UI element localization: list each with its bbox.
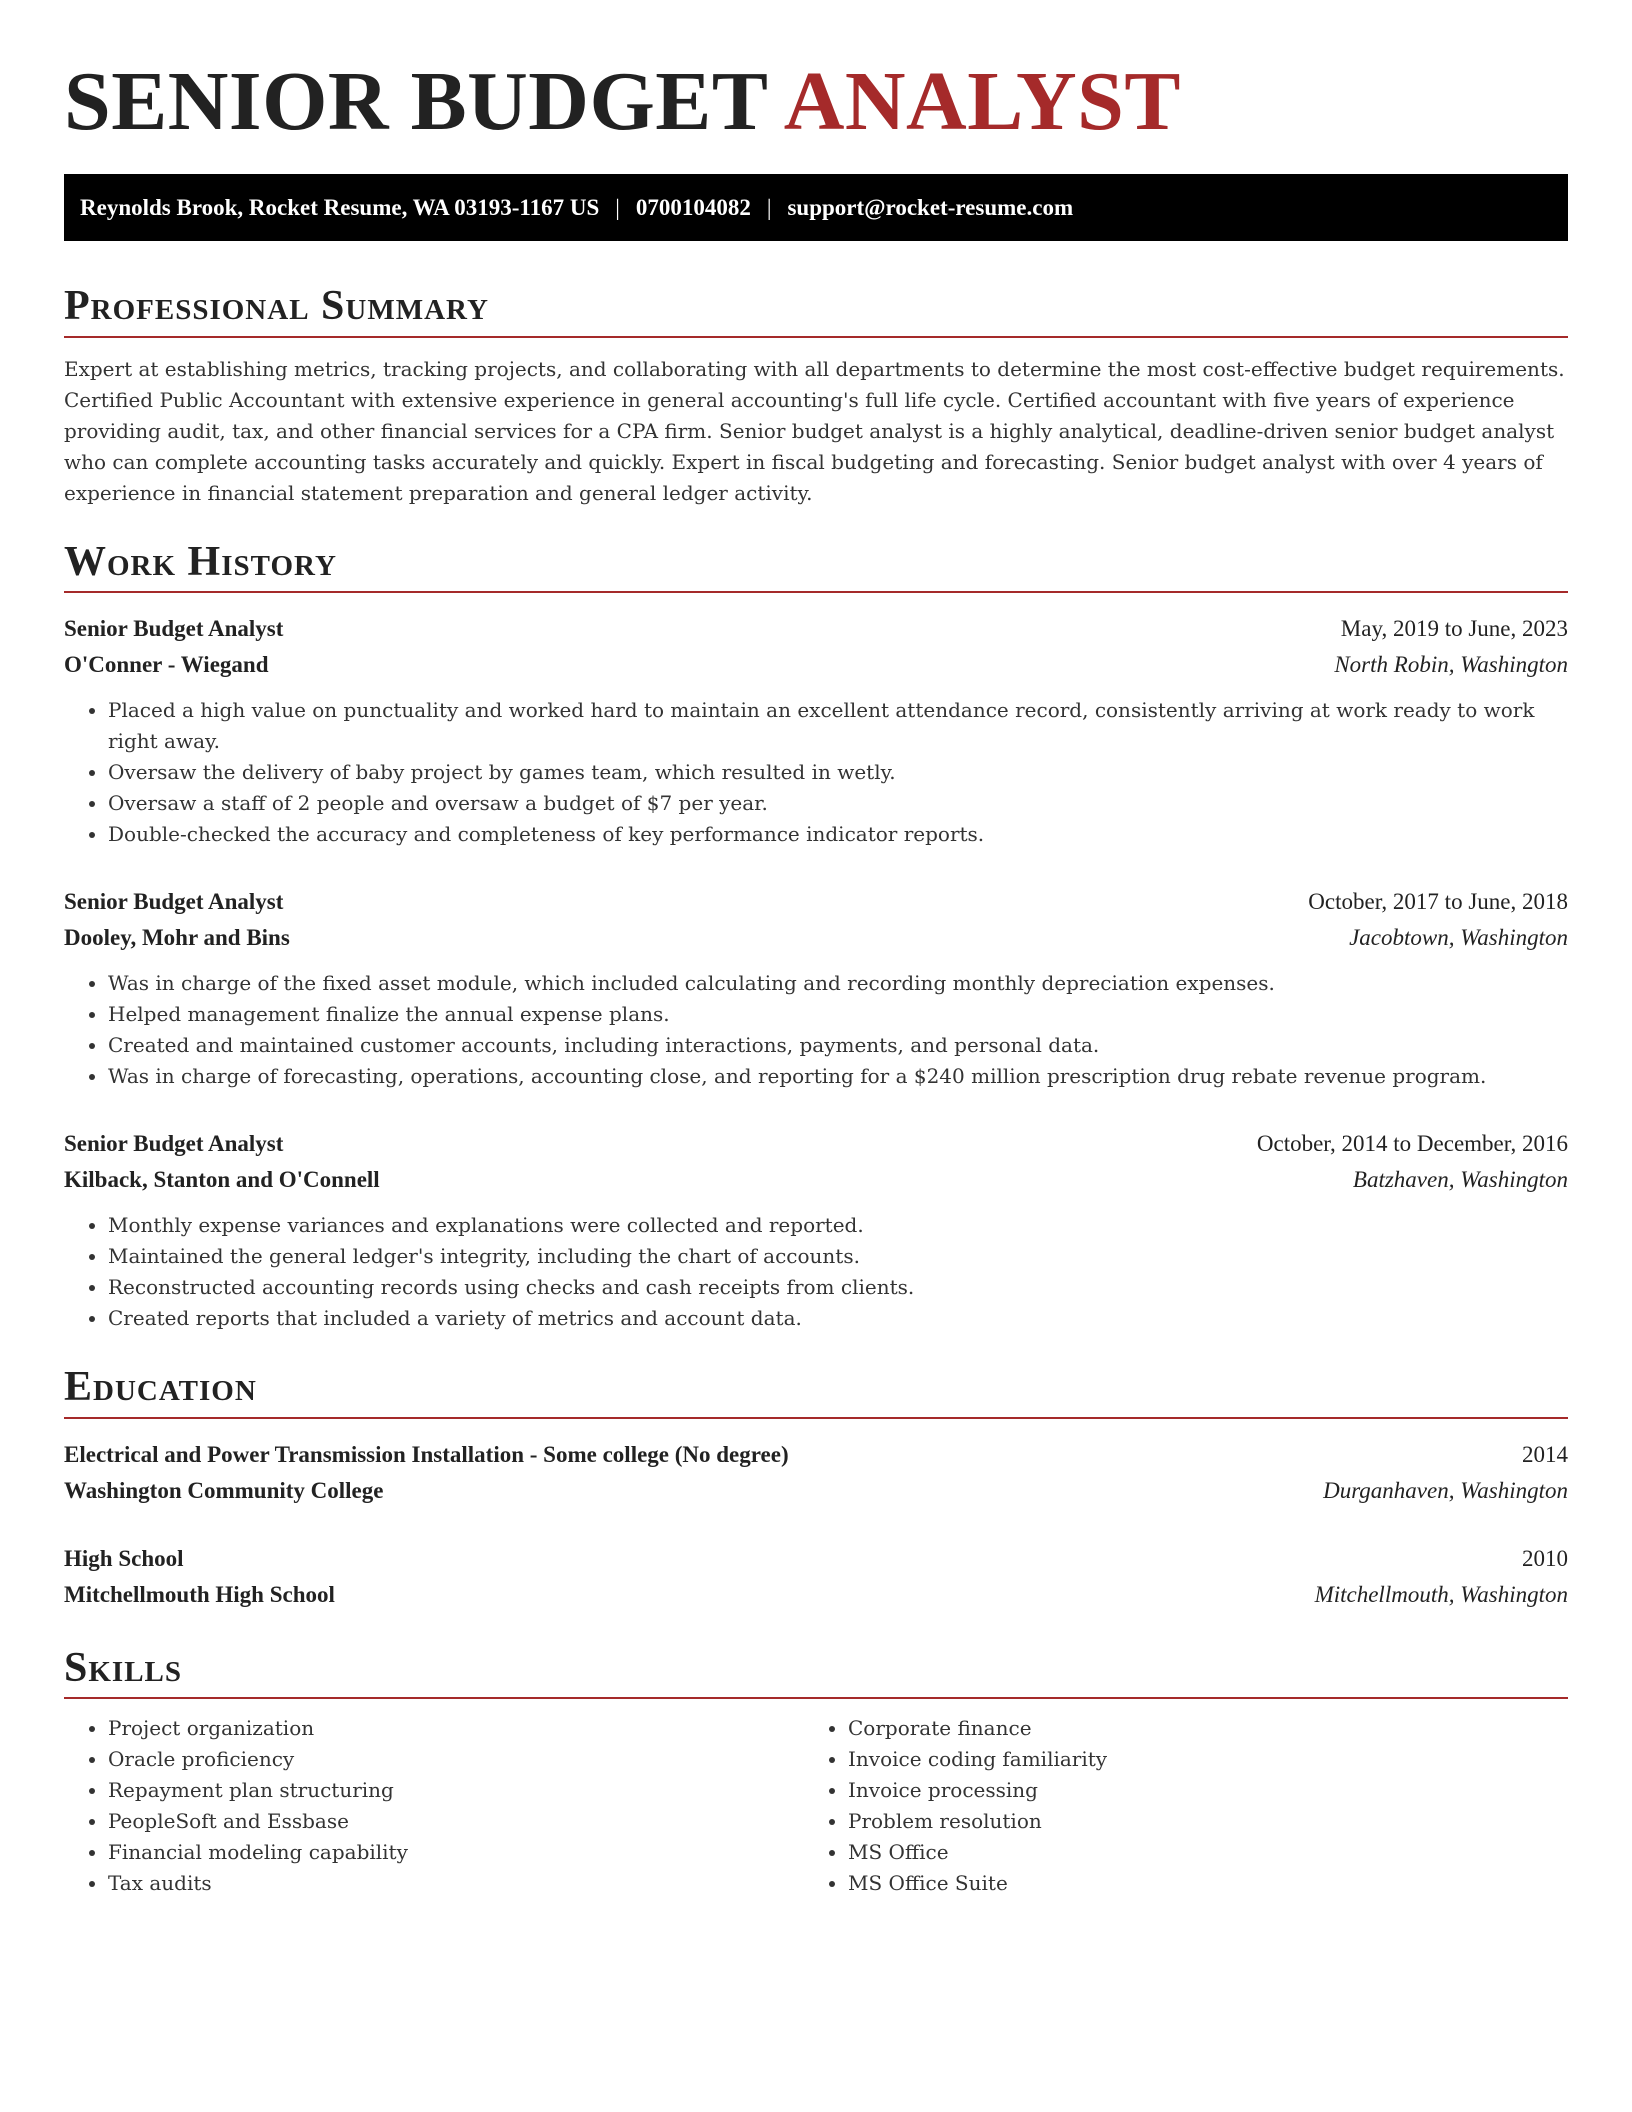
contact-address: Reynolds Brook, Rocket Resume, WA 03193-1167 US: [80, 194, 600, 220]
work-history-heading: Work History: [64, 537, 1568, 593]
skills-list-right: [804, 1713, 1544, 1899]
job-dates: October, 2017 to June, 2018: [1308, 889, 1568, 915]
job-bullet: • Monthly expense variances and explanations were collected and reported.: [108, 1210, 1568, 1241]
contact-separator: |: [615, 194, 620, 220]
job-title-row: [64, 884, 1568, 920]
job-entry: [64, 1126, 1568, 1334]
skills-grid: [64, 1713, 1568, 1899]
skill-item: • Oracle proficiency: [108, 1744, 804, 1775]
job-bullet: • Was in charge of the fixed asset module, which included calculating and recording monthly depreciation expenses.: [108, 968, 1568, 999]
job-bullet: • Created reports that included a variety of metrics and account data.: [108, 1303, 1568, 1334]
education-school: Washington Community College: [64, 1477, 384, 1503]
job-bullets: [64, 695, 1568, 850]
contact-bar: [64, 174, 1568, 241]
job-entry: [64, 884, 1568, 1092]
skill-item: • Tax audits: [108, 1868, 804, 1899]
job-company-row: [64, 647, 1568, 683]
job-company-row: [64, 1162, 1568, 1198]
resume-title: [64, 56, 1568, 148]
job-dates: October, 2014 to December, 2016: [1256, 1131, 1568, 1157]
job-bullet: • Maintained the general ledger's integrity, including the chart of accounts.: [108, 1241, 1568, 1272]
job-bullet: • Placed a high value on punctuality and worked hard to maintain an excellent attendance record, consistently arriving at work ready to work right away.: [108, 695, 1568, 757]
education-degree: Electrical and Power Transmission Installation - Some college (No degree): [64, 1441, 789, 1467]
job-dates: May, 2019 to June, 2023: [1340, 616, 1568, 642]
job-title-row: [64, 611, 1568, 647]
education-year: 2010: [1522, 1545, 1568, 1571]
education-degree-row: [64, 1541, 1568, 1577]
education-year: 2014: [1522, 1441, 1568, 1467]
skill-item: • Invoice coding familiarity: [848, 1744, 1544, 1775]
education-school-row: [64, 1577, 1568, 1613]
job-entry: [64, 611, 1568, 850]
job-company: O'Conner - Wiegand: [64, 652, 269, 678]
job-bullet: • Oversaw the delivery of baby project by games team, which resulted in wetly.: [108, 757, 1568, 788]
job-bullet: • Oversaw a staff of 2 people and oversaw a budget of $7 per year.: [108, 788, 1568, 819]
skill-item: • MS Office Suite: [848, 1868, 1544, 1899]
summary-text: Expert at establishing metrics, tracking projects, and collaborating with all departments to determine the most cost-effective budget requirements. Certified Public Accountant with extensive experience in general accounting's full life cycle. Certified accountant with five years of experience providing audit, tax, and other financial services for a CPA firm. Senior budget analyst is a highly analytical, deadline-driven senior budget analyst who can complete accounting tasks accurately and quickly. Expert in fiscal budgeting and forecasting. Senior budget analyst with over 4 years of experience in financial statement preparation and general ledger activity.: [64, 356, 1565, 505]
education-entry: [64, 1541, 1568, 1613]
job-location: Jacobtown, Washington: [1349, 925, 1568, 951]
skill-item: • Invoice processing: [848, 1775, 1544, 1806]
education-location: Durganhaven, Washington: [1323, 1477, 1568, 1503]
job-location: Batzhaven, Washington: [1352, 1167, 1568, 1193]
skill-item: • PeopleSoft and Essbase: [108, 1806, 804, 1837]
education-degree-row: [64, 1437, 1568, 1473]
job-bullet: • Helped management finalize the annual expense plans.: [108, 999, 1568, 1030]
job-bullets: [64, 968, 1568, 1092]
summary-heading: Professional Summary: [64, 281, 1568, 337]
job-bullets: [64, 1210, 1568, 1334]
skill-item: • Corporate finance: [848, 1713, 1544, 1744]
education-entry: [64, 1437, 1568, 1509]
contact-email[interactable]: support@rocket-resume.com: [787, 194, 1074, 220]
job-title: Senior Budget Analyst: [64, 889, 284, 915]
job-bullet: • Reconstructed accounting records using checks and cash receipts from clients.: [108, 1272, 1568, 1303]
skill-item: • Repayment plan structuring: [108, 1775, 804, 1806]
job-bullet: • Double-checked the accuracy and completeness of key performance indicator reports.: [108, 819, 1568, 850]
job-company: Dooley, Mohr and Bins: [64, 925, 290, 951]
skill-item: • Financial modeling capability: [108, 1837, 804, 1868]
contact-phone[interactable]: 0700104082: [635, 194, 751, 220]
skill-item: • MS Office: [848, 1837, 1544, 1868]
job-title: Senior Budget Analyst: [64, 1131, 284, 1157]
job-title-row: [64, 1126, 1568, 1162]
job-bullet: • Created and maintained customer accounts, including interactions, payments, and personal data.: [108, 1030, 1568, 1061]
skill-item: • Problem resolution: [848, 1806, 1544, 1837]
skills-list-left: [64, 1713, 804, 1899]
job-location: North Robin, Washington: [1334, 652, 1568, 678]
job-company-row: [64, 920, 1568, 956]
contact-separator: |: [766, 194, 772, 220]
skill-item: • Project organization: [108, 1713, 804, 1744]
education-degree: High School: [64, 1545, 184, 1571]
education-school-row: [64, 1473, 1568, 1509]
skills-heading: Skills: [64, 1643, 1568, 1699]
job-company: Kilback, Stanton and O'Connell: [64, 1167, 380, 1193]
education-location: Mitchellmouth, Washington: [1314, 1581, 1568, 1607]
title-accent: ANALYST: [783, 55, 1181, 148]
title-main: SENIOR BUDGET: [64, 55, 767, 148]
education-school: Mitchellmouth High School: [64, 1581, 335, 1607]
job-bullet: • Was in charge of forecasting, operations, accounting close, and reporting for a $240 million prescription drug rebate revenue program.: [108, 1061, 1568, 1092]
education-heading: Education: [64, 1362, 1568, 1418]
job-title: Senior Budget Analyst: [64, 616, 284, 642]
